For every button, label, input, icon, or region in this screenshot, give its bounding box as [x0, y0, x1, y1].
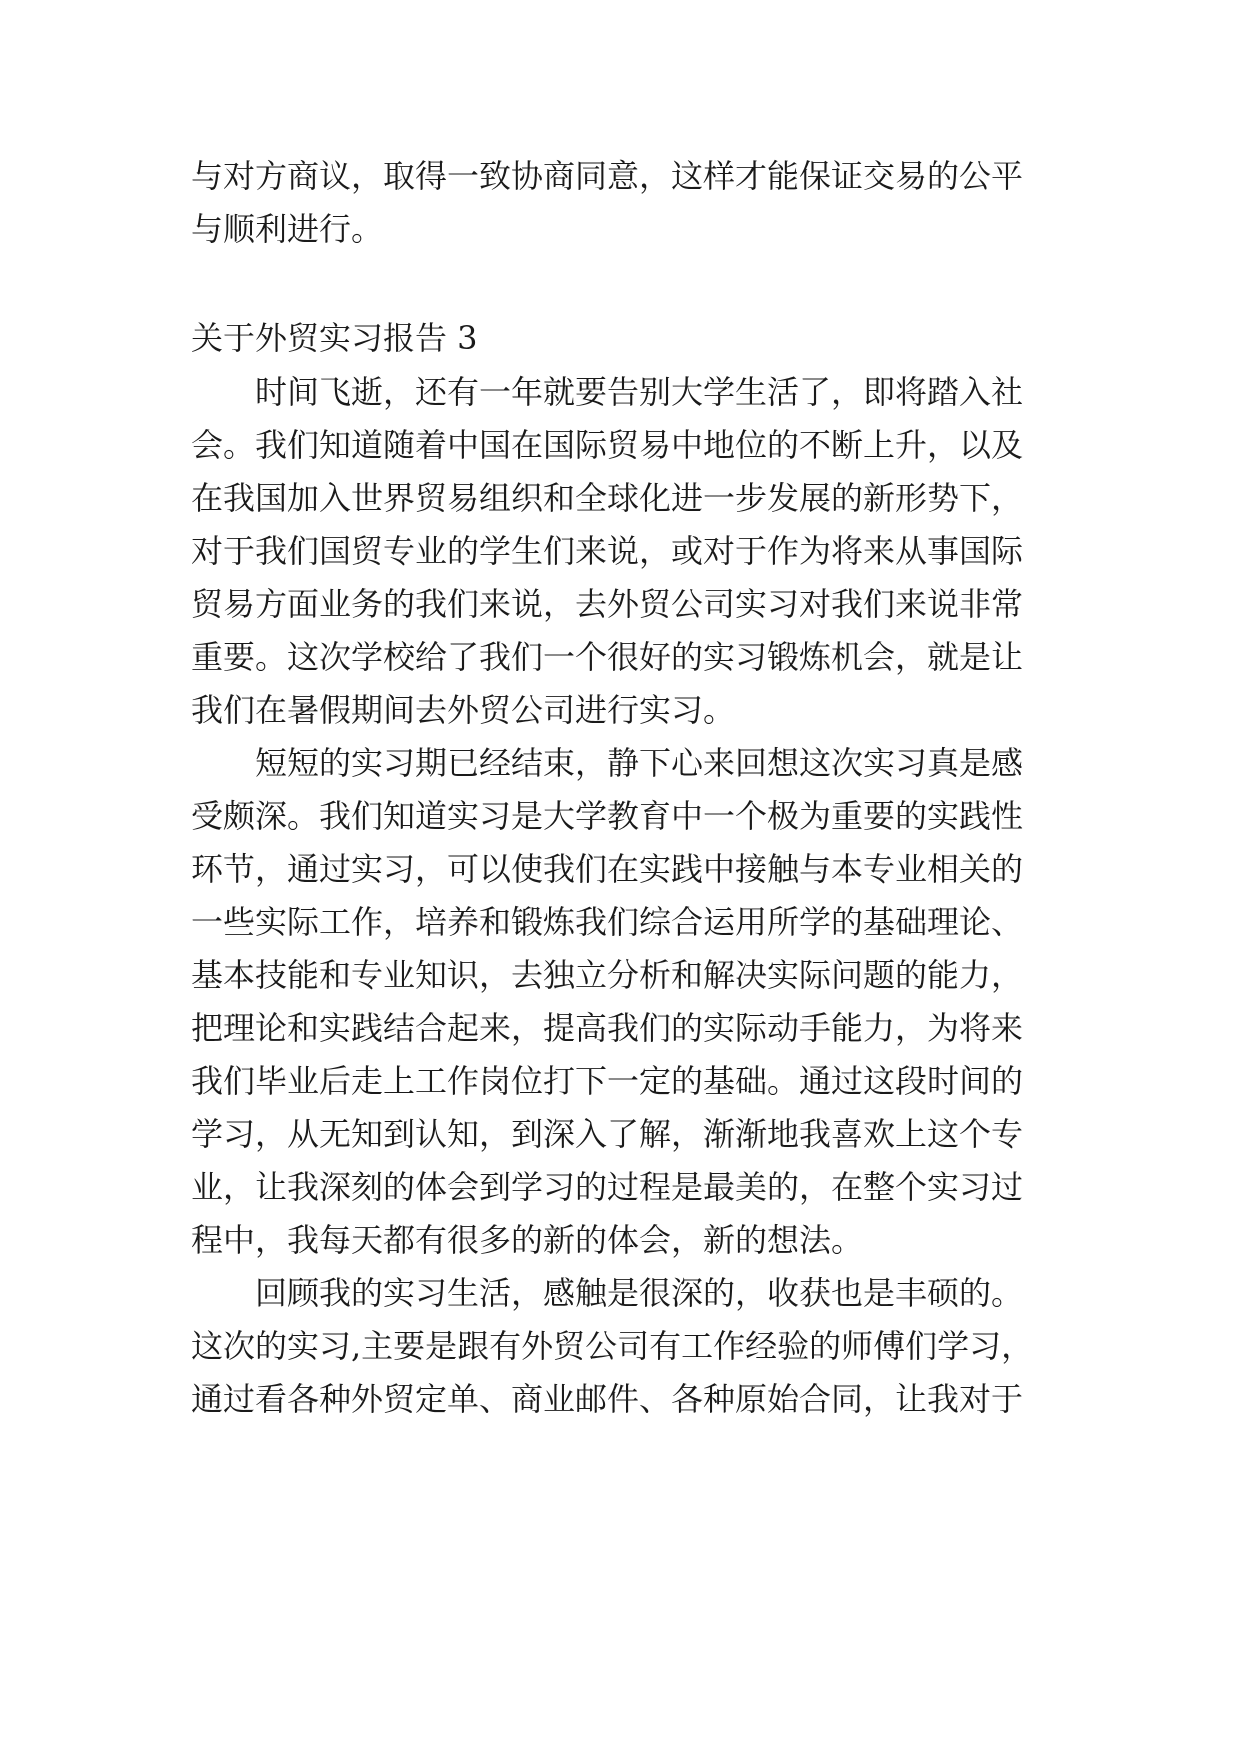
text-line: 受颇深。我们知道实习是大学教育中一个极为重要的实践性 [191, 797, 1024, 835]
text-line: 回顾我的实习生活，感触是很深的，收获也是丰硕的。 [191, 1274, 1024, 1312]
text-line: 与顺利进行。 [191, 210, 384, 248]
text-line: 对于我们国贸专业的学生们来说，或对于作为将来从事国际 [191, 532, 1024, 570]
text-line: 通过看各种外贸定单、商业邮件、各种原始合同，让我对于 [191, 1380, 1024, 1418]
text-line: 在我国加入世界贸易组织和全球化进一步发展的新形势下， [191, 479, 1024, 517]
text-line: 时间飞逝，还有一年就要告别大学生活了，即将踏入社 [191, 373, 1024, 411]
document-body [191, 150, 1061, 1426]
spacer [191, 256, 1061, 311]
text-line: 这次的实习,主要是跟有外贸公司有工作经验的师傅们学习， [191, 1327, 1034, 1365]
text-line: 短短的实习期已经结束，静下心来回想这次实习真是感 [191, 744, 1024, 782]
paragraph-1 [191, 366, 1061, 737]
text-line: 与对方商议，取得一致协商同意，这样才能保证交易的公平 [191, 157, 1024, 195]
text-line: 把理论和实践结合起来，提高我们的实际动手能力，为将来 [191, 1009, 1024, 1047]
text-line: 环节，通过实习，可以使我们在实践中接触与本专业相关的 [191, 850, 1024, 888]
text-line: 我们在暑假期间去外贸公司进行实习。 [191, 691, 736, 729]
text-line: 基本技能和专业知识，去独立分析和解决实际问题的能力， [191, 956, 1024, 994]
text-line: 我们毕业后走上工作岗位打下一定的基础。通过这段时间的 [191, 1062, 1024, 1100]
intro-paragraph [191, 150, 1061, 256]
paragraph-3 [191, 1267, 1061, 1426]
text-line: 一些实际工作，培养和锻炼我们综合运用所学的基础理论、 [191, 903, 1024, 941]
text-line: 程中，我每天都有很多的新的体会，新的想法。 [191, 1221, 864, 1259]
section-title: 关于外贸实习报告 3 [191, 319, 478, 357]
paragraph-2 [191, 737, 1061, 1267]
text-line: 学习，从无知到认知，到深入了解，渐渐地我喜欢上这个专 [191, 1115, 1024, 1153]
text-line: 重要。这次学校给了我们一个很好的实习锻炼机会，就是让 [191, 638, 1024, 676]
text-line: 业，让我深刻的体会到学习的过程是最美的，在整个实习过 [191, 1168, 1024, 1206]
text-line: 贸易方面业务的我们来说，去外贸公司实习对我们来说非常 [191, 585, 1024, 623]
text-line: 会。我们知道随着中国在国际贸易中地位的不断上升，以及 [191, 426, 1024, 464]
